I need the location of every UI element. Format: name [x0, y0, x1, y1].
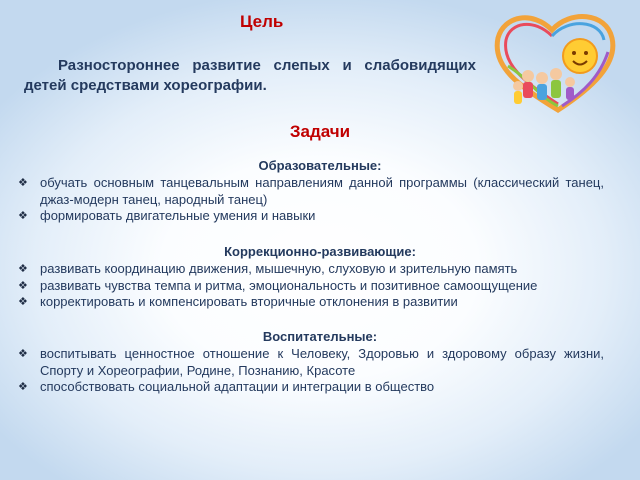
educational-section [0, 157, 640, 225]
list-item [18, 346, 604, 379]
section-heading: Воспитательные: [262, 329, 378, 344]
list-item [18, 208, 604, 225]
list-item-text: способствовать социальной адаптации и интеграции в общество [40, 379, 435, 394]
list-item [18, 175, 604, 208]
list-item [18, 294, 604, 311]
goal-text: Разностороннее развитие слепых и слабовидящих детей средствами хореографии. [24, 57, 476, 94]
list-item [18, 277, 604, 295]
children-heart-illustration [488, 6, 634, 122]
diamond-bullet-icon: ❖ [18, 279, 28, 292]
task-list [0, 261, 640, 311]
section-heading: Коррекционно-развивающие: [224, 244, 416, 259]
diamond-bullet-icon: ❖ [18, 381, 28, 393]
list-item [18, 261, 604, 278]
list-item-text: развивать координацию движения, мышечную, слуховую и зрительную память [40, 261, 518, 276]
list-item-text: формировать двигательные умения и навыки [40, 208, 316, 223]
task-list [0, 346, 640, 396]
list-item [18, 379, 604, 396]
tasks-title: Задачи [289, 122, 351, 141]
task-list [0, 175, 640, 225]
diamond-bullet-icon: ❖ [18, 296, 28, 308]
goal-title: Цель [240, 12, 284, 31]
upbringing-section [0, 328, 640, 396]
diamond-bullet-icon: ❖ [18, 348, 28, 360]
list-item-text: развивать чувства темпа и ритма, эмоциональность и позитивное самоощущение [40, 277, 538, 293]
list-item-text: обучать основным танцевальным направлениям данной программы (классический танец, джаз-модерн танец, народный танец) [40, 175, 604, 207]
list-item-text: воспитывать ценностное отношение к Человеку, Здоровью и здоровому образу жизни, Спорту и Хореографии, Родине, Познанию, Красоте [40, 346, 604, 378]
list-item-text: корректировать и компенсировать вторичные отклонения в развитии [40, 294, 458, 309]
diamond-bullet-icon: ❖ [18, 177, 28, 189]
section-heading: Образовательные: [258, 158, 382, 173]
correctional-section [0, 243, 640, 311]
diamond-bullet-icon: ❖ [18, 263, 28, 275]
diamond-bullet-icon: ❖ [18, 210, 28, 222]
